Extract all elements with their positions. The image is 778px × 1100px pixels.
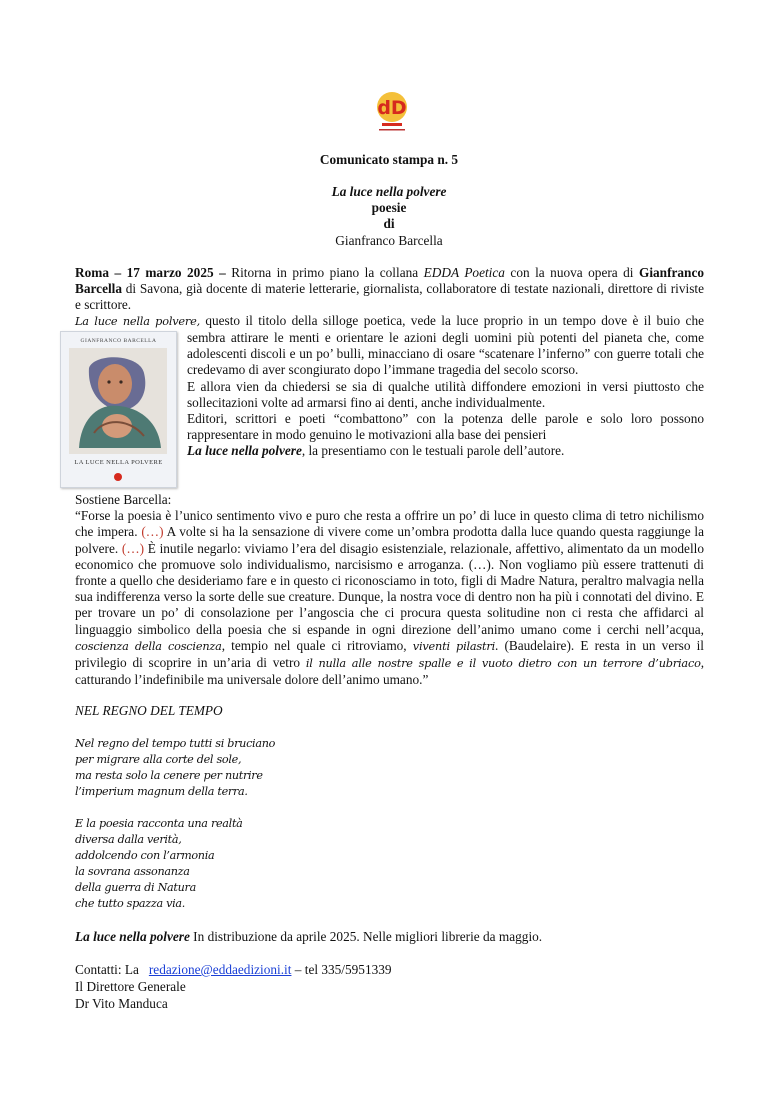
intro-paragraphs bbox=[187, 330, 704, 460]
lead-paragraph: Roma – 17 marzo 2025 – Ritorna in primo piano la collana EDDA Poetica con la nuova opera di Gianfranco Barcella di Savona, già docente di materie letterarie, giornalista, collaboratore di testate nazionali, direttore di riviste e scrittore. bbox=[75, 265, 704, 313]
contacts-block bbox=[75, 961, 392, 1012]
cover-illustration bbox=[69, 348, 167, 454]
author-quote bbox=[75, 492, 704, 688]
poem-stanza-2: E la poesia racconta una realtà diversa dalla verità, addolcendo con l’armonia la sovrana assonanza della guerra di Natura che tutto spazza via. bbox=[75, 817, 243, 910]
series-name: EDDA Poetica bbox=[423, 265, 505, 280]
email-link[interactable]: redazione@eddaedizioni.it bbox=[148, 962, 292, 977]
genre-label: poesie bbox=[371, 200, 407, 215]
edda-logo bbox=[370, 88, 414, 134]
contact-line: Contatti: La redazione@eddaedizioni.it – tel 335/5951339 bbox=[75, 962, 392, 977]
book-title: La luce nella polvere bbox=[331, 184, 447, 199]
intro-p3: Editori, scrittori e poeti “combattono” con la potenza delle parole e solo loro possono rappresentare in modo genuino le motivazioni alla base dei pensieri bbox=[187, 411, 704, 443]
author-bold: Gianfranco Barcella bbox=[75, 265, 704, 297]
poem-stanza-1: Nel regno del tempo tutti si bruciano per migrare alla corte del sole, ma resta solo la cenere per nutrire l’imperium magnum della terra. bbox=[75, 737, 276, 798]
svg-text:dD: dD bbox=[377, 97, 407, 119]
quote-body: “Forse la poesia è l’unico sentimento vivo e puro che resta a offrire un po’ di luce in questo clima di tetro nichilismo che impera. (…) A volte si ha la sensazione di vivere come un’ombra prodotta dalla luce quando questa raggiunge la polvere. (…) È inutile negarlo: viviamo l’era del disagio esistenziale, relazionale, affettivo, alimentato da un modello economico che promuove solo individualismo, narcisismo e arroganza. (…). Non vogliamo più essere trattenuti di fronte a quello che desideriamo fare e in questo ci riconosciamo in toto, figli di Madre Natura, peraltro malvagia nella sua indifferenza verso la sorte delle sue creature. Dunque, la nostra voce di dentro non ha più i connotati del divino. E per trovare un po’ di consolazione per l’angoscia che ci procura questa solitudine non ci resta che affidarci al linguaggio simbolico della poesia che si espande in ogni direzione dell’animo umano come i cerchi nell’acqua, coscienza della coscienza, tempio nel quale ci ritroviamo, viventi pilastri. (Baudelaire). E resta in un verso il privilegio di scoprire in un’aria di vetro il nulla alle nostre spalle e il vuoto dietro con un terrore d’ubriaco, catturando l’indefinibile ma universale dolore dell’animo umano.” bbox=[75, 508, 705, 688]
director-name: Dr Vito Manduca bbox=[75, 996, 168, 1011]
by-label: di bbox=[383, 216, 395, 231]
poem-title: NEL REGNO DEL TEMPO bbox=[75, 703, 223, 718]
cover-title: LA LUCE NELLA POLVERE bbox=[74, 459, 163, 466]
book-cover-image bbox=[60, 331, 177, 488]
intro-first-line: La luce nella polvere, questo il titolo della silloge poetica, vede la luce proprio in un tempo dove è il buio che bbox=[75, 313, 704, 328]
intro-p2: E allora vien da chiedersi se sia di qualche utilità diffondere emozioni in versi piuttosto che sollecitazioni volte ad armarsi fino ai denti, anche individualmente. bbox=[187, 378, 704, 410]
director-role: Il Direttore Generale bbox=[75, 979, 186, 994]
press-release-number: Comunicato stampa n. 5 bbox=[319, 152, 459, 167]
cover-author: GIANFRANCO BARCELLA bbox=[80, 338, 157, 344]
distribution-info: La luce nella polvere In distribuzione da aprile 2025. Nelle migliori librerie da maggio. bbox=[75, 929, 543, 944]
intro-title: La luce nella polvere, bbox=[75, 315, 200, 328]
publisher-mark-icon bbox=[113, 472, 123, 482]
place-date: Roma – 17 marzo 2025 – bbox=[75, 265, 226, 280]
quote-intro: Sostiene Barcella: bbox=[75, 492, 172, 507]
intro-p4: La luce nella polvere, la presentiamo con le testuali parole dell’autore. bbox=[187, 443, 565, 459]
intro-p1: sembra attirare le menti e orientare le azioni degli uomini più potenti del pianeta che, come adolescenti discoli e un po’ bulli, minacciano di osare “scatenare l’inferno” con guerre totali che credevamo di aver scongiurato dopo l’immane tragedia del secolo scorso. bbox=[187, 330, 704, 378]
author-name: Gianfranco Barcella bbox=[335, 233, 443, 248]
